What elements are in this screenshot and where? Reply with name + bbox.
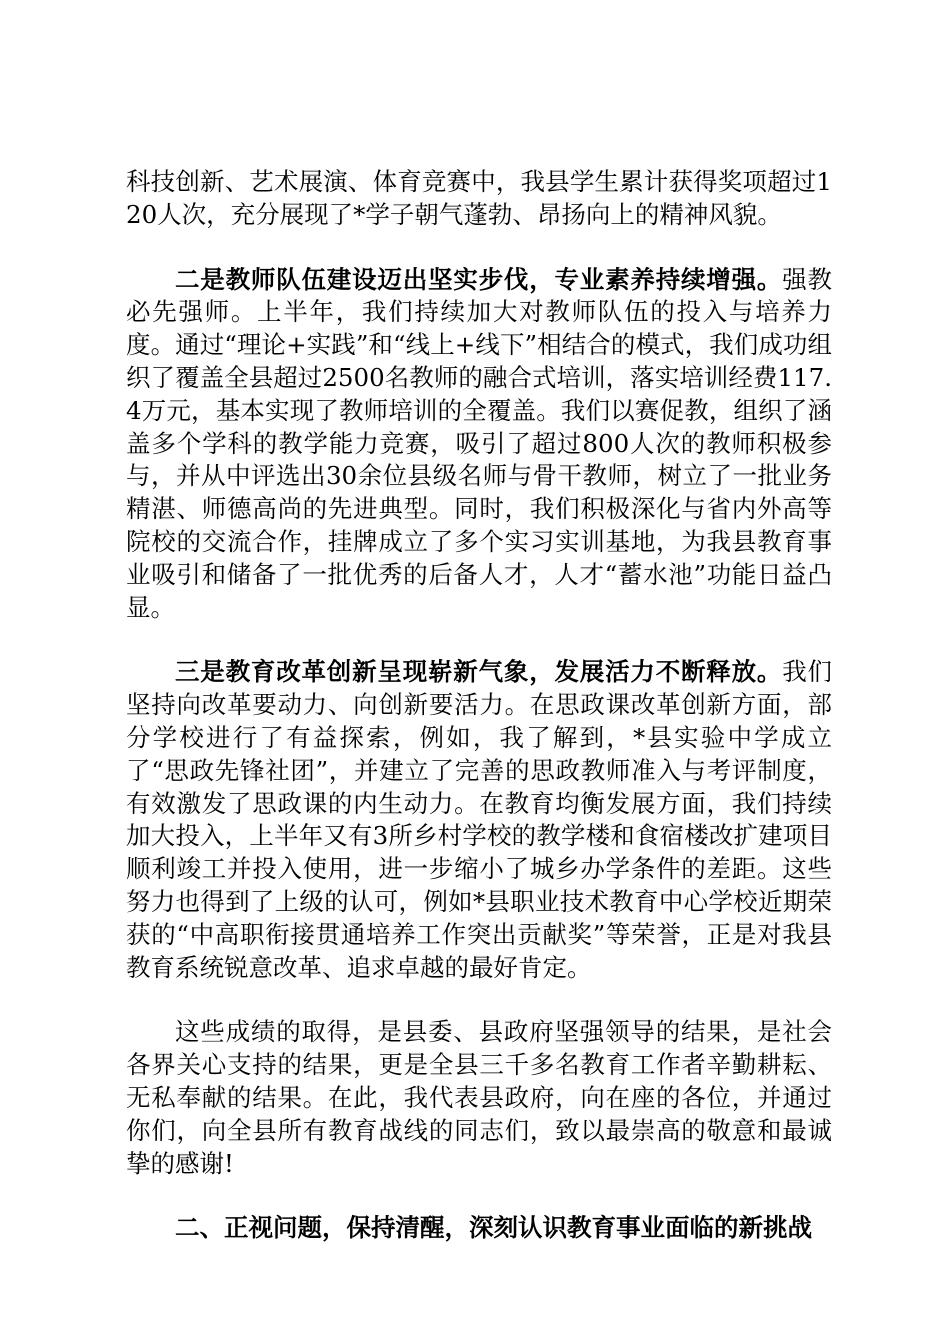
paragraph-acknowledgement: [126, 1016, 832, 1180]
section-heading: 二、正视问题，保持清醒，深刻认识教育事业面临的新挑战: [175, 1213, 812, 1243]
paragraph-text: 强教必先强师。上半年，我们持续加大对教师队伍的投入与培养力度。通过“理论+实践”和“线上+线下”相结合的模式，我们成功组织了覆盖全县超过2500名教师的融合式培训，落实培训经费117.4万元，基本实现了教师培训的全覆盖。我们以赛促教，组织了涵盖多个学科的教学能力竞赛，吸引了超过800人次的教师积极参与，并从中评选出30余位县级名师与骨干教师，树立了一批业务精湛、师德高尚的先进典型。同时，我们积极深化与省内外高等院校的交流合作，挂牌成立了多个实习实训基地，为我县教育事业吸引和储备了一批优秀的后备人才，人才“蓄水池”功能日益凸显。: [126, 264, 833, 622]
paragraph-text: 我们坚持向改革要动力、向创新要活力。在思政课改革创新方面，部分学校进行了有益探索，例如，我了解到，*县实验中学成立了“思政先锋社团”，并建立了完善的思政教师准入与考评制度，有效激发了思政课的内生动力。在教育均衡发展方面，我们持续加大投入，上半年又有3所乡村学校的教学楼和食宿楼改扩建项目顺利竣工并投入使用，进一步缩小了城乡办学条件的差距。这些努力也得到了上级的认可，例如*县职业技术教育中心学校近期荣获的“中高职衔接贯通培养工作突出贡献奖”等荣誉，正是对我县教育系统锐意改革、追求卓越的最好肯定。: [126, 657, 833, 982]
document-page: [126, 166, 832, 1245]
paragraph-teacher-team: [126, 264, 832, 625]
paragraph-students-awards: [126, 166, 832, 232]
paragraph-education-reform: [126, 656, 832, 984]
paragraph-lead: 三是教育改革创新呈现崭新气象，发展活力不断释放。: [175, 657, 783, 687]
paragraph-text: 这些成绩的取得，是县委、县政府坚强领导的结果，是社会各界关心支持的结果，更是全县三千多名教育工作者辛勤耕耘、无私奉献的结果。在此，我代表县政府，向在座的各位，并通过你们，向全县所有教育战线的同志们，致以最崇高的敬意和最诚挚的感谢!: [126, 1017, 832, 1178]
paragraph-text: 科技创新、艺术展演、体育竞赛中，我县学生累计获得奖项超过120人次，充分展现了*学子朝气蓬勃、昂扬向上的精神风貌。: [126, 167, 832, 229]
paragraph-lead: 二是教师队伍建设迈出坚实步伐，专业素养持续增强。: [175, 264, 783, 294]
